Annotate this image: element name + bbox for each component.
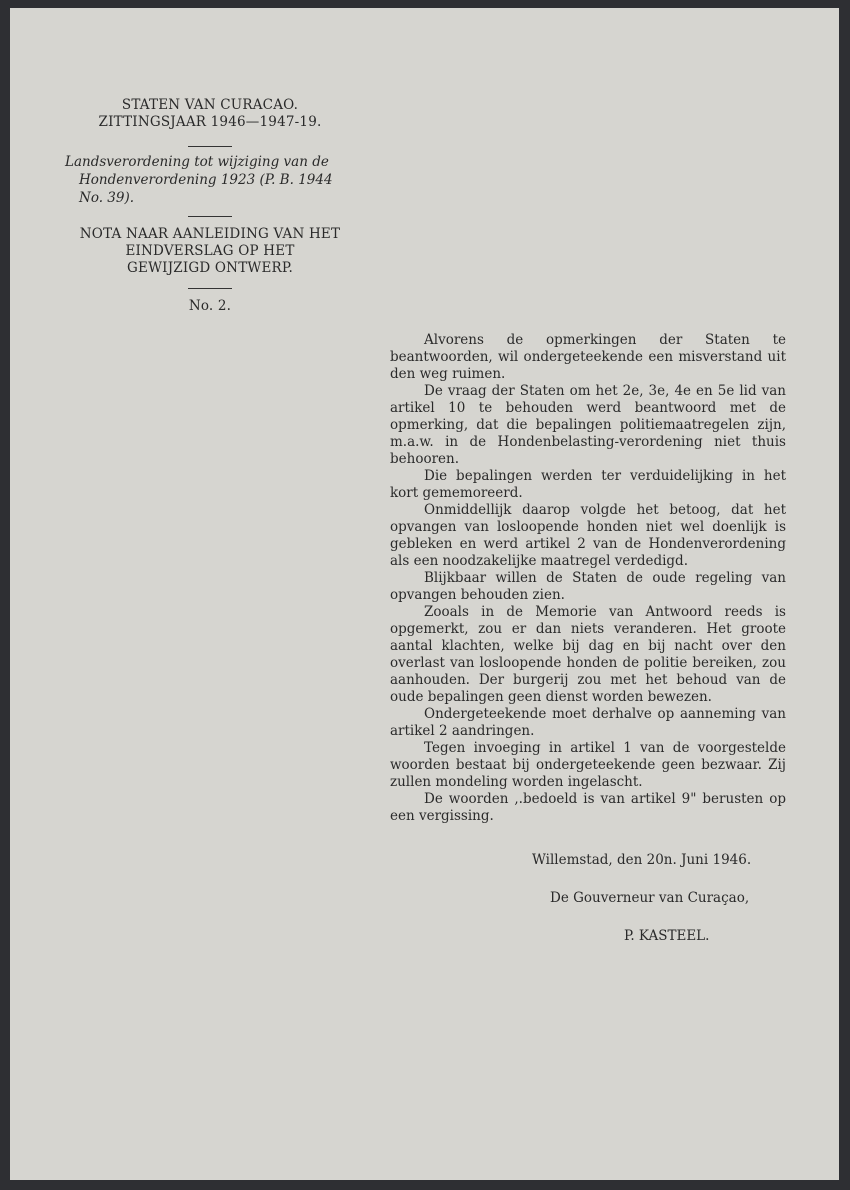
nota-line-2: EINDVERSLAG OP HET (125, 243, 295, 259)
paragraph: Die bepalingen werden ter verduidelijking in het kort gememoreerd. (390, 468, 786, 501)
body-text (390, 332, 786, 825)
nota-title (55, 226, 365, 277)
paragraph: Alvorens de opmerkingen der Staten te beantwoorden, wil ondergeteekende een misverstand uit den weg ruimen. (390, 332, 786, 382)
signatory-title: De Gouverneur van Curaçao, (550, 890, 750, 906)
subject-block (65, 153, 365, 207)
place-date: Willemstad, den 20n. Juni 1946. (532, 852, 752, 868)
paragraph: Ondergeteekende moet derhalve op aanneming van artikel 2 aandringen. (390, 706, 786, 739)
subject-line-3: No. 39). (79, 190, 135, 206)
number-label: No. 2. (188, 298, 232, 314)
paragraph: Tegen invoeging in artikel 1 van de voorgestelde woorden bestaat bij ondergeteekende geen bezwaar. Zij zullen mondeling worden ingelascht. (390, 740, 786, 790)
nota-line-1: NOTA NAAR AANLEIDING VAN HET (79, 226, 341, 242)
paragraph: De woorden ,.bedoeld is van artikel 9" berusten op een vergissing. (390, 791, 786, 824)
paragraph: Blijkbaar willen de Staten de oude regeling van opvangen behouden zien. (390, 570, 786, 603)
header-line-2: ZITTINGSJAAR 1946—1947-19. (98, 114, 322, 130)
signatory-name: P. KASTEEL. (624, 928, 710, 944)
document-header (55, 97, 365, 131)
divider-rule (188, 216, 232, 217)
header-line-1: STATEN VAN CURACAO. (121, 97, 299, 113)
subject-line-1: Landsverordening tot wijziging van de (65, 154, 329, 170)
divider-rule (188, 288, 232, 289)
nota-line-3: GEWIJZIGD ONTWERP. (127, 260, 293, 276)
divider-rule (188, 146, 232, 147)
document-number (55, 298, 365, 315)
paragraph: Zooals in de Memorie van Antwoord reeds is opgemerkt, zou er dan niets veranderen. Het groote aantal klachten, welke bij dag en bij nacht over den overlast van losloopende honden de politie bereiken, zou aanhouden. Der burgerij zou met het behoud van de oude bepalingen geen dienst worden bewezen. (390, 604, 786, 705)
subject-line-2: Hondenverordening 1923 (P. B. 1944 (79, 172, 333, 188)
paragraph: De vraag der Staten om het 2e, 3e, 4e en 5e lid van artikel 10 te behouden werd beantwoord met de opmerking, dat die bepalingen politiemaatregelen zijn, m.a.w. in de Hondenbelasting-verordening niet thuis behooren. (390, 383, 786, 467)
paragraph: Onmiddellijk daarop volgde het betoog, dat het opvangen van losloopende honden niet wel doenlijk is gebleken en werd artikel 2 van de Hondenverordening als een noodzakelijke maatregel verdedigd. (390, 502, 786, 569)
